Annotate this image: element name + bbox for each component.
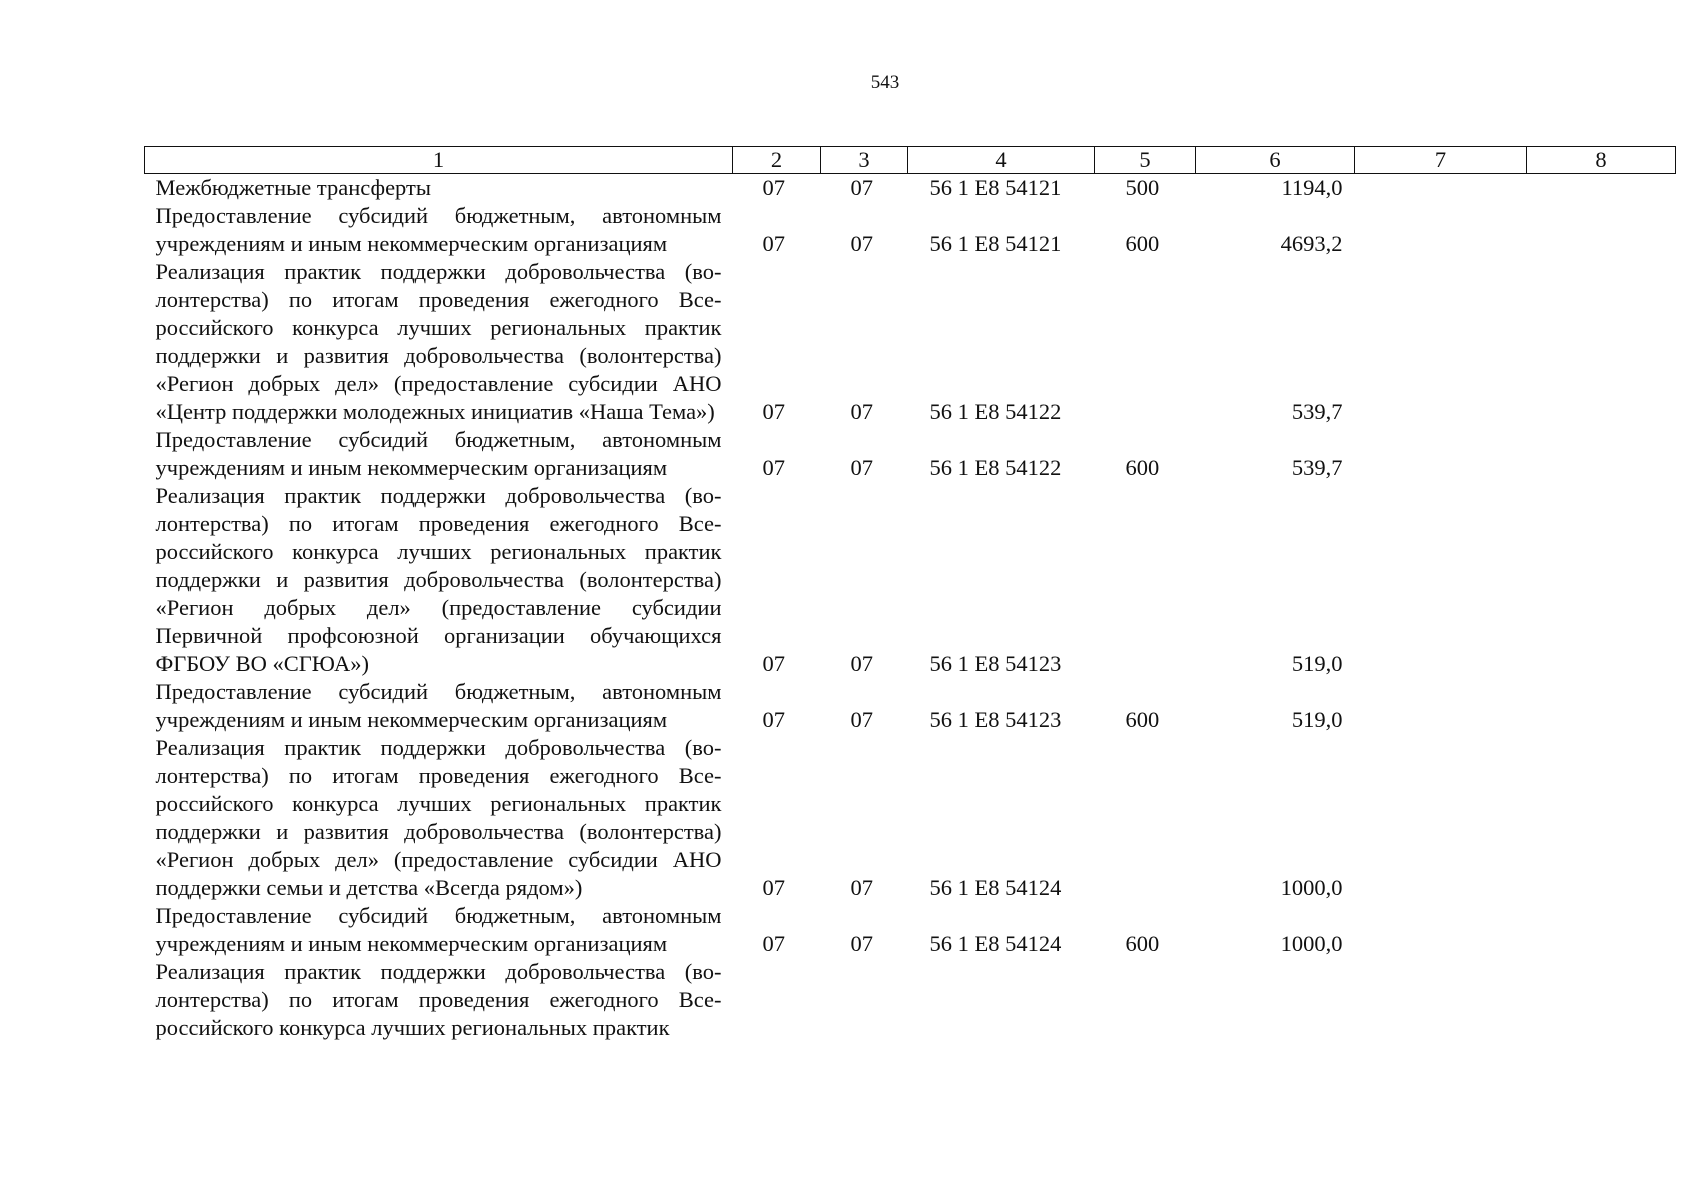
row-expense-type: 600: [1125, 707, 1160, 732]
header-row: [145, 147, 1676, 174]
column-header-6: 6: [1196, 147, 1355, 174]
row-subsection: [821, 958, 908, 1042]
row-section: 07: [762, 231, 785, 256]
row-amount: [1196, 958, 1355, 1042]
table-row: [145, 258, 1676, 426]
row-amount: 1194,0: [1281, 175, 1343, 200]
row-expense-type: [1095, 734, 1196, 902]
row-amount: 1000,0: [1280, 931, 1343, 956]
table-row: [145, 174, 1676, 203]
row-name: Предоставление субсидий бюджетным, автономным учреждениям и иным некоммерческим организациям: [155, 903, 722, 956]
table-row: [145, 734, 1676, 902]
row-amount: 539,7: [1291, 399, 1343, 424]
row-subsection: 07: [850, 651, 873, 676]
row-col7: [1355, 426, 1527, 482]
row-subsection: 07: [850, 707, 873, 732]
table-row: [145, 202, 1676, 258]
row-target-code: 56 1 Е8 54121: [929, 231, 1062, 256]
row-section: 07: [762, 651, 785, 676]
row-col8: [1527, 482, 1676, 678]
row-target-code: [908, 958, 1095, 1042]
table-row: [145, 958, 1676, 1042]
row-section: 07: [762, 931, 785, 956]
row-col8: [1527, 678, 1676, 734]
table-header: [145, 147, 1676, 174]
row-target-code: 56 1 Е8 54122: [929, 399, 1062, 424]
row-name: Предоставление субсидий бюджетным, автономным учреждениям и иным некоммерческим организациям: [155, 427, 722, 480]
row-expense-type: 600: [1125, 931, 1160, 956]
column-header-7: 7: [1355, 147, 1527, 174]
row-name: Реализация практик поддержки добровольчества (волонтерства) по итогам проведения ежегодного Всероссийского конкурса лучших региональных практик: [155, 959, 722, 1040]
row-section: 07: [762, 875, 785, 900]
row-section: 07: [762, 175, 785, 200]
row-amount: 519,0: [1291, 707, 1343, 732]
row-subsection: 07: [850, 399, 873, 424]
row-section: 07: [762, 455, 785, 480]
row-subsection: 07: [850, 231, 873, 256]
budget-table: [144, 146, 1676, 1042]
row-target-code: 56 1 Е8 54121: [929, 175, 1062, 200]
row-col8: [1527, 426, 1676, 482]
row-col7: [1355, 202, 1527, 258]
row-col8: [1527, 258, 1676, 426]
row-col7: [1355, 678, 1527, 734]
row-amount: 1000,0: [1280, 875, 1343, 900]
column-header-1: 1: [145, 147, 733, 174]
row-target-code: 56 1 Е8 54124: [929, 875, 1062, 900]
row-section: 07: [762, 707, 785, 732]
row-target-code: 56 1 Е8 54123: [929, 651, 1062, 676]
column-header-8: 8: [1527, 147, 1676, 174]
row-col7: [1355, 958, 1527, 1042]
table-body: [145, 174, 1676, 1043]
row-col8: [1527, 734, 1676, 902]
row-target-code: 56 1 Е8 54122: [929, 455, 1062, 480]
row-col7: [1355, 902, 1527, 958]
column-header-4: 4: [908, 147, 1095, 174]
row-expense-type: 600: [1125, 231, 1160, 256]
row-subsection: 07: [850, 175, 873, 200]
row-subsection: 07: [850, 875, 873, 900]
row-target-code: 56 1 Е8 54123: [929, 707, 1062, 732]
row-name: Реализация практик поддержки добровольчества (волонтерства) по итогам проведения ежегодного Всероссийского конкурса лучших региональных практик поддержки и развития добровольчества (волонтерства) «Регион добрых дел» (предоставление субсидии Первичной профсоюзной организации обучающихся ФГБОУ ВО «СГЮА»): [155, 483, 722, 676]
table-row: [145, 426, 1676, 482]
row-name: Предоставление субсидий бюджетным, автономным учреждениям и иным некоммерческим организациям: [155, 203, 722, 256]
row-expense-type: 500: [1125, 175, 1160, 200]
page-number: 543: [870, 72, 900, 93]
row-name: Межбюджетные трансферты: [155, 175, 431, 200]
row-section: [733, 958, 821, 1042]
row-col8: [1527, 958, 1676, 1042]
column-header-3: 3: [821, 147, 908, 174]
row-amount: 519,0: [1291, 651, 1343, 676]
row-expense-type: [1095, 482, 1196, 678]
row-name: Реализация практик поддержки добровольчества (волонтерства) по итогам проведения ежегодного Всероссийского конкурса лучших региональных практик поддержки и развития добровольчества (волонтерства) «Регион добрых дел» (предоставление субсидии АНО «Центр поддержки молодежных инициатив «Наша Тема»): [155, 259, 722, 424]
row-name: Реализация практик поддержки добровольчества (волонтерства) по итогам проведения ежегодного Всероссийского конкурса лучших региональных практик поддержки и развития добровольчества (волонтерства) «Регион добрых дел» (предоставление субсидии АНО поддержки семьи и детства «Всегда рядом»): [155, 735, 722, 900]
table-row: [145, 482, 1676, 678]
row-subsection: 07: [850, 931, 873, 956]
row-expense-type: [1095, 258, 1196, 426]
row-col8: [1527, 202, 1676, 258]
row-amount: 4693,2: [1280, 231, 1343, 256]
row-col7: [1355, 174, 1527, 203]
row-name: Предоставление субсидий бюджетным, автономным учреждениям и иным некоммерческим организациям: [155, 679, 722, 732]
row-col7: [1355, 258, 1527, 426]
row-col7: [1355, 482, 1527, 678]
row-col7: [1355, 734, 1527, 902]
table-row: [145, 678, 1676, 734]
column-header-2: 2: [733, 147, 821, 174]
row-subsection: 07: [850, 455, 873, 480]
row-section: 07: [762, 399, 785, 424]
row-expense-type: 600: [1125, 455, 1160, 480]
row-target-code: 56 1 Е8 54124: [929, 931, 1062, 956]
row-expense-type: [1095, 958, 1196, 1042]
row-amount: 539,7: [1291, 455, 1343, 480]
table-row: [145, 902, 1676, 958]
row-col8: [1527, 174, 1676, 203]
column-header-5: 5: [1095, 147, 1196, 174]
row-col8: [1527, 902, 1676, 958]
